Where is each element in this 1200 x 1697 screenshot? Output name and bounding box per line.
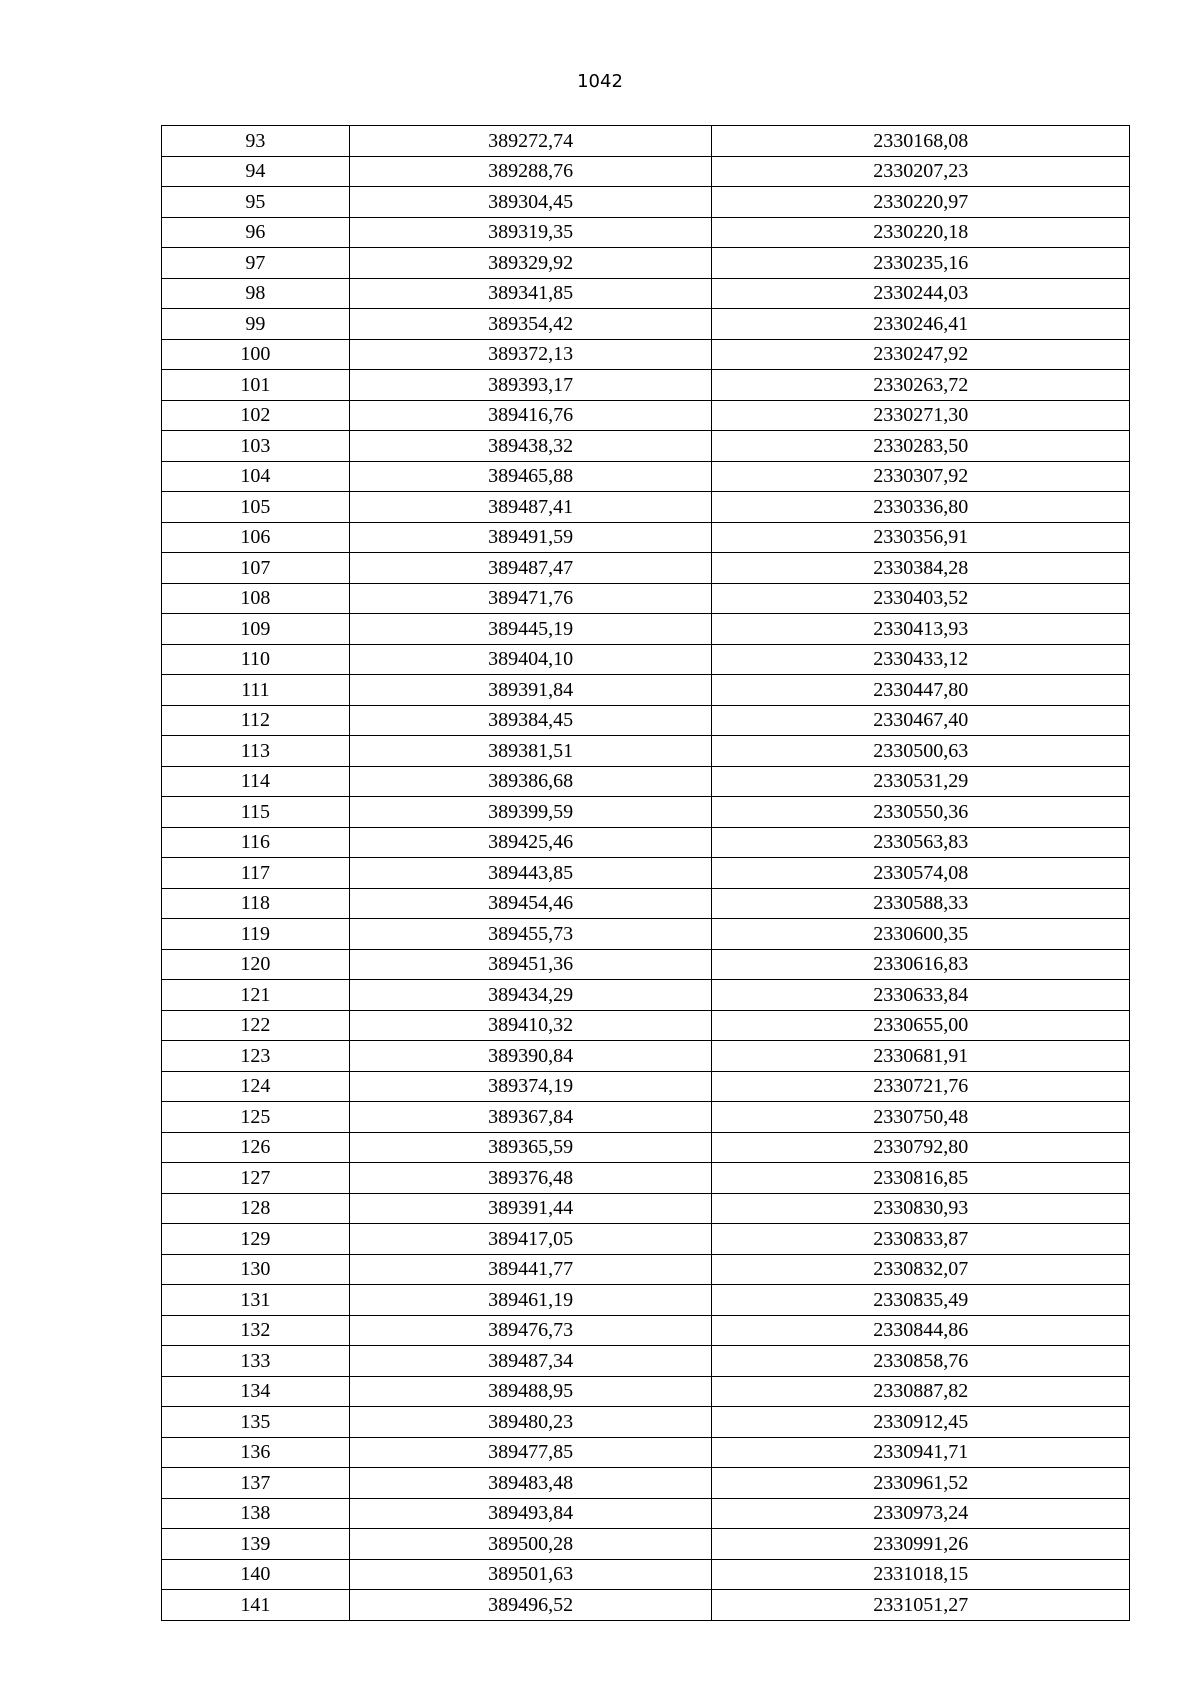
point-number-cell: 136	[162, 1437, 350, 1468]
x-coordinate-cell: 389341,85	[349, 278, 712, 309]
x-coordinate-cell: 389393,17	[349, 370, 712, 401]
point-number-cell: 131	[162, 1285, 350, 1316]
y-coordinate-cell: 2330384,28	[712, 553, 1130, 584]
y-coordinate-cell: 2330356,91	[712, 522, 1130, 553]
point-number-cell: 97	[162, 248, 350, 279]
y-coordinate-cell: 2330835,49	[712, 1285, 1130, 1316]
table-row	[162, 1163, 1130, 1194]
x-coordinate-cell: 389416,76	[349, 400, 712, 431]
point-number-cell: 118	[162, 888, 350, 919]
x-coordinate-cell: 389445,19	[349, 614, 712, 645]
y-coordinate-cell: 2330235,16	[712, 248, 1130, 279]
table-row	[162, 827, 1130, 858]
table-row	[162, 1254, 1130, 1285]
y-coordinate-cell: 2330500,63	[712, 736, 1130, 767]
y-coordinate-cell: 2330263,72	[712, 370, 1130, 401]
y-coordinate-cell: 2330991,26	[712, 1529, 1130, 1560]
x-coordinate-cell: 389390,84	[349, 1041, 712, 1072]
coordinates-table	[161, 125, 1130, 1621]
x-coordinate-cell: 389304,45	[349, 187, 712, 218]
y-coordinate-cell: 2330830,93	[712, 1193, 1130, 1224]
table-row	[162, 217, 1130, 248]
y-coordinate-cell: 2330244,03	[712, 278, 1130, 309]
page-number: 1042	[577, 71, 623, 92]
x-coordinate-cell: 389461,19	[349, 1285, 712, 1316]
y-coordinate-cell: 2330600,35	[712, 919, 1130, 950]
y-coordinate-cell: 2330447,80	[712, 675, 1130, 706]
table-row	[162, 1346, 1130, 1377]
x-coordinate-cell: 389483,48	[349, 1468, 712, 1499]
table-row	[162, 1315, 1130, 1346]
point-number-cell: 101	[162, 370, 350, 401]
x-coordinate-cell: 389471,76	[349, 583, 712, 614]
point-number-cell: 103	[162, 431, 350, 462]
table-row	[162, 1071, 1130, 1102]
x-coordinate-cell: 389329,92	[349, 248, 712, 279]
table-row	[162, 1041, 1130, 1072]
table-row	[162, 1437, 1130, 1468]
table-row	[162, 949, 1130, 980]
table-row	[162, 461, 1130, 492]
x-coordinate-cell: 389487,47	[349, 553, 712, 584]
point-number-cell: 99	[162, 309, 350, 340]
table-row	[162, 248, 1130, 279]
point-number-cell: 114	[162, 766, 350, 797]
table-row	[162, 309, 1130, 340]
x-coordinate-cell: 389391,44	[349, 1193, 712, 1224]
x-coordinate-cell: 389372,13	[349, 339, 712, 370]
table-row	[162, 1285, 1130, 1316]
table-row	[162, 858, 1130, 889]
point-number-cell: 105	[162, 492, 350, 523]
x-coordinate-cell: 389374,19	[349, 1071, 712, 1102]
table-row	[162, 1010, 1130, 1041]
x-coordinate-cell: 389480,23	[349, 1407, 712, 1438]
point-number-cell: 111	[162, 675, 350, 706]
point-number-cell: 112	[162, 705, 350, 736]
x-coordinate-cell: 389501,63	[349, 1559, 712, 1590]
point-number-cell: 127	[162, 1163, 350, 1194]
x-coordinate-cell: 389496,52	[349, 1590, 712, 1621]
x-coordinate-cell: 389399,59	[349, 797, 712, 828]
point-number-cell: 139	[162, 1529, 350, 1560]
table-row	[162, 431, 1130, 462]
y-coordinate-cell: 2330973,24	[712, 1498, 1130, 1529]
table-row	[162, 1468, 1130, 1499]
point-number-cell: 93	[162, 126, 350, 157]
table-row	[162, 339, 1130, 370]
y-coordinate-cell: 2330616,83	[712, 949, 1130, 980]
x-coordinate-cell: 389384,45	[349, 705, 712, 736]
table-row	[162, 644, 1130, 675]
x-coordinate-cell: 389354,42	[349, 309, 712, 340]
point-number-cell: 115	[162, 797, 350, 828]
table-row	[162, 797, 1130, 828]
table-row	[162, 583, 1130, 614]
table-row	[162, 492, 1130, 523]
table-row	[162, 1407, 1130, 1438]
x-coordinate-cell: 389319,35	[349, 217, 712, 248]
x-coordinate-cell: 389365,59	[349, 1132, 712, 1163]
table-row	[162, 888, 1130, 919]
table-row	[162, 126, 1130, 157]
table-row	[162, 1102, 1130, 1133]
point-number-cell: 121	[162, 980, 350, 1011]
x-coordinate-cell: 389288,76	[349, 156, 712, 187]
table-row	[162, 1376, 1130, 1407]
point-number-cell: 133	[162, 1346, 350, 1377]
point-number-cell: 104	[162, 461, 350, 492]
point-number-cell: 124	[162, 1071, 350, 1102]
table-row	[162, 980, 1130, 1011]
x-coordinate-cell: 389425,46	[349, 827, 712, 858]
point-number-cell: 140	[162, 1559, 350, 1590]
x-coordinate-cell: 389488,95	[349, 1376, 712, 1407]
y-coordinate-cell: 2330220,97	[712, 187, 1130, 218]
table-row	[162, 278, 1130, 309]
x-coordinate-cell: 389476,73	[349, 1315, 712, 1346]
point-number-cell: 109	[162, 614, 350, 645]
point-number-cell: 134	[162, 1376, 350, 1407]
x-coordinate-cell: 389391,84	[349, 675, 712, 706]
point-number-cell: 128	[162, 1193, 350, 1224]
table-row	[162, 553, 1130, 584]
y-coordinate-cell: 2330912,45	[712, 1407, 1130, 1438]
y-coordinate-cell: 2330750,48	[712, 1102, 1130, 1133]
x-coordinate-cell: 389500,28	[349, 1529, 712, 1560]
table-row	[162, 1498, 1130, 1529]
x-coordinate-cell: 389438,32	[349, 431, 712, 462]
y-coordinate-cell: 2330832,07	[712, 1254, 1130, 1285]
point-number-cell: 117	[162, 858, 350, 889]
point-number-cell: 129	[162, 1224, 350, 1255]
table-row	[162, 522, 1130, 553]
point-number-cell: 113	[162, 736, 350, 767]
y-coordinate-cell: 2330168,08	[712, 126, 1130, 157]
y-coordinate-cell: 2331018,15	[712, 1559, 1130, 1590]
point-number-cell: 123	[162, 1041, 350, 1072]
x-coordinate-cell: 389465,88	[349, 461, 712, 492]
table-row	[162, 675, 1130, 706]
x-coordinate-cell: 389417,05	[349, 1224, 712, 1255]
y-coordinate-cell: 2330655,00	[712, 1010, 1130, 1041]
y-coordinate-cell: 2330413,93	[712, 614, 1130, 645]
table-row	[162, 1529, 1130, 1560]
x-coordinate-cell: 389434,29	[349, 980, 712, 1011]
y-coordinate-cell: 2330961,52	[712, 1468, 1130, 1499]
y-coordinate-cell: 2330220,18	[712, 217, 1130, 248]
x-coordinate-cell: 389454,46	[349, 888, 712, 919]
point-number-cell: 96	[162, 217, 350, 248]
x-coordinate-cell: 389272,74	[349, 126, 712, 157]
y-coordinate-cell: 2330550,36	[712, 797, 1130, 828]
y-coordinate-cell: 2330833,87	[712, 1224, 1130, 1255]
point-number-cell: 116	[162, 827, 350, 858]
y-coordinate-cell: 2330887,82	[712, 1376, 1130, 1407]
y-coordinate-cell: 2330283,50	[712, 431, 1130, 462]
point-number-cell: 138	[162, 1498, 350, 1529]
point-number-cell: 110	[162, 644, 350, 675]
y-coordinate-cell: 2330563,83	[712, 827, 1130, 858]
y-coordinate-cell: 2330721,76	[712, 1071, 1130, 1102]
y-coordinate-cell: 2330588,33	[712, 888, 1130, 919]
x-coordinate-cell: 389451,36	[349, 949, 712, 980]
point-number-cell: 102	[162, 400, 350, 431]
y-coordinate-cell: 2330247,92	[712, 339, 1130, 370]
y-coordinate-cell: 2330816,85	[712, 1163, 1130, 1194]
x-coordinate-cell: 389491,59	[349, 522, 712, 553]
point-number-cell: 141	[162, 1590, 350, 1621]
point-number-cell: 132	[162, 1315, 350, 1346]
x-coordinate-cell: 389404,10	[349, 644, 712, 675]
point-number-cell: 100	[162, 339, 350, 370]
table-row	[162, 1132, 1130, 1163]
point-number-cell: 125	[162, 1102, 350, 1133]
point-number-cell: 107	[162, 553, 350, 584]
y-coordinate-cell: 2330792,80	[712, 1132, 1130, 1163]
table-row	[162, 400, 1130, 431]
y-coordinate-cell: 2330681,91	[712, 1041, 1130, 1072]
point-number-cell: 106	[162, 522, 350, 553]
x-coordinate-cell: 389441,77	[349, 1254, 712, 1285]
table-row	[162, 919, 1130, 950]
y-coordinate-cell: 2330844,86	[712, 1315, 1130, 1346]
table-row	[162, 1193, 1130, 1224]
x-coordinate-cell: 389477,85	[349, 1437, 712, 1468]
point-number-cell: 137	[162, 1468, 350, 1499]
x-coordinate-cell: 389493,84	[349, 1498, 712, 1529]
x-coordinate-cell: 389487,41	[349, 492, 712, 523]
table-row	[162, 1224, 1130, 1255]
point-number-cell: 108	[162, 583, 350, 614]
x-coordinate-cell: 389376,48	[349, 1163, 712, 1194]
y-coordinate-cell: 2330531,29	[712, 766, 1130, 797]
y-coordinate-cell: 2331051,27	[712, 1590, 1130, 1621]
y-coordinate-cell: 2330633,84	[712, 980, 1130, 1011]
coordinates-table-body	[162, 126, 1130, 1621]
table-row	[162, 1590, 1130, 1621]
y-coordinate-cell: 2330858,76	[712, 1346, 1130, 1377]
table-row	[162, 705, 1130, 736]
table-row	[162, 736, 1130, 767]
point-number-cell: 119	[162, 919, 350, 950]
x-coordinate-cell: 389455,73	[349, 919, 712, 950]
point-number-cell: 98	[162, 278, 350, 309]
y-coordinate-cell: 2330246,41	[712, 309, 1130, 340]
table-row	[162, 187, 1130, 218]
point-number-cell: 122	[162, 1010, 350, 1041]
point-number-cell: 94	[162, 156, 350, 187]
y-coordinate-cell: 2330433,12	[712, 644, 1130, 675]
y-coordinate-cell: 2330941,71	[712, 1437, 1130, 1468]
y-coordinate-cell: 2330574,08	[712, 858, 1130, 889]
point-number-cell: 130	[162, 1254, 350, 1285]
point-number-cell: 126	[162, 1132, 350, 1163]
x-coordinate-cell: 389487,34	[349, 1346, 712, 1377]
y-coordinate-cell: 2330207,23	[712, 156, 1130, 187]
y-coordinate-cell: 2330336,80	[712, 492, 1130, 523]
table-row	[162, 766, 1130, 797]
x-coordinate-cell: 389386,68	[349, 766, 712, 797]
x-coordinate-cell: 389443,85	[349, 858, 712, 889]
point-number-cell: 135	[162, 1407, 350, 1438]
point-number-cell: 95	[162, 187, 350, 218]
x-coordinate-cell: 389367,84	[349, 1102, 712, 1133]
y-coordinate-cell: 2330467,40	[712, 705, 1130, 736]
x-coordinate-cell: 389381,51	[349, 736, 712, 767]
x-coordinate-cell: 389410,32	[349, 1010, 712, 1041]
table-row	[162, 1559, 1130, 1590]
y-coordinate-cell: 2330307,92	[712, 461, 1130, 492]
table-row	[162, 156, 1130, 187]
point-number-cell: 120	[162, 949, 350, 980]
y-coordinate-cell: 2330271,30	[712, 400, 1130, 431]
table-row	[162, 370, 1130, 401]
table-row	[162, 614, 1130, 645]
y-coordinate-cell: 2330403,52	[712, 583, 1130, 614]
